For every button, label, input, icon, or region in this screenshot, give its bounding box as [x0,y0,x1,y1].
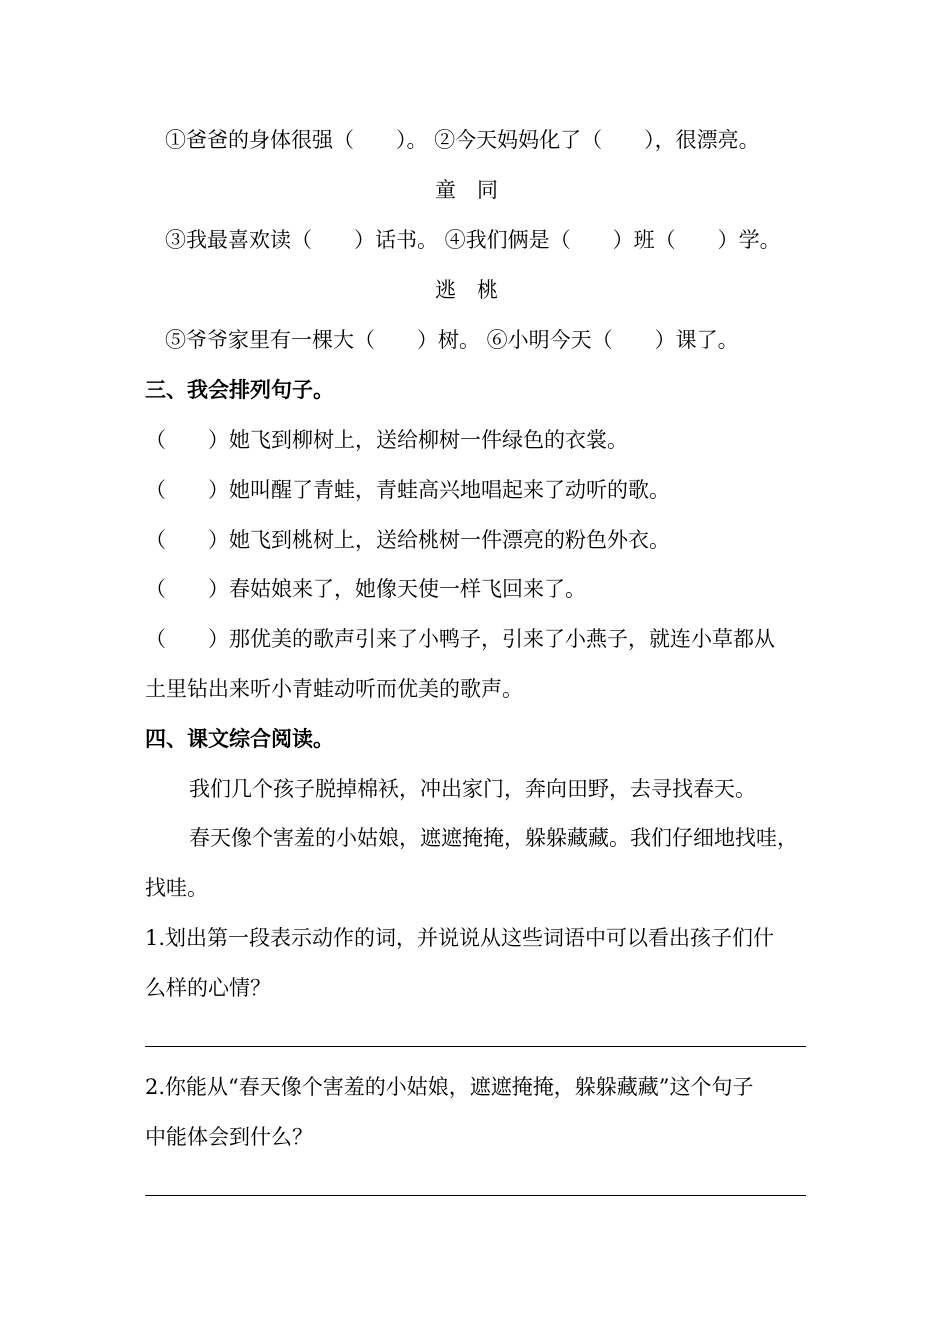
order-item-4: （ ）春姑娘来了，她像天使一样飞回来了。 [145,577,586,601]
order-item-5: （ ）那优美的歌声引来了小鸭子，引来了小燕子，就连小草都从 [145,627,775,651]
fill-blank-row-3: ⑤爷爷家里有一棵大（ ）树。 ⑥小明今天（ ）课了。 [165,328,739,352]
fill-blank-row-2: ③我最喜欢读（ ）话书。 ④我们俩是（ ）班（ ）学。 [165,228,781,252]
word-choice-3: 逃 桃 [435,278,498,302]
order-item-2: （ ）她叫醒了青蛙，青蛙高兴地唱起来了动听的歌。 [145,478,670,502]
question-2: 2.你能从“春天像个害羞的小姑娘，遮遮掩掩，躲躲藏藏”这个句子 [145,1075,754,1099]
fill-blank-row-1: ①爸爸的身体很强（ ）。 ②今天妈妈化了（ ），很漂亮。 [165,128,760,152]
order-item-5-continued: 土里钻出来听小青蛙动听而优美的歌声。 [145,677,523,701]
reading-paragraph-1: 我们几个孩子脱掉棉袄，冲出家门，奔向田野，去寻找春天。 [189,777,756,801]
word-choice-2: 童 同 [435,178,498,202]
order-item-3: （ ）她飞到桃树上，送给桃树一件漂亮的粉色外衣。 [145,528,670,552]
section-3-title: 三、我会排列句子。 [145,378,334,402]
question-1-continued: 么样的心情？ [145,976,271,1000]
reading-paragraph-2: 春天像个害羞的小姑娘，遮遮掩掩，躲躲藏藏。我们仔细地找哇， [189,826,798,850]
answer-line-2[interactable] [145,1195,806,1196]
answer-line-1[interactable] [145,1046,806,1047]
reading-paragraph-2-continued: 找哇。 [145,876,208,900]
section-4-title: 四、课文综合阅读。 [145,727,334,751]
order-item-1: （ ）她飞到柳树上，送给柳树一件绿色的衣裳。 [145,428,628,452]
question-2-continued: 中能体会到什么？ [145,1125,313,1149]
question-1: 1.划出第一段表示动作的词，并说说从这些词语中可以看出孩子们什 [145,926,775,950]
